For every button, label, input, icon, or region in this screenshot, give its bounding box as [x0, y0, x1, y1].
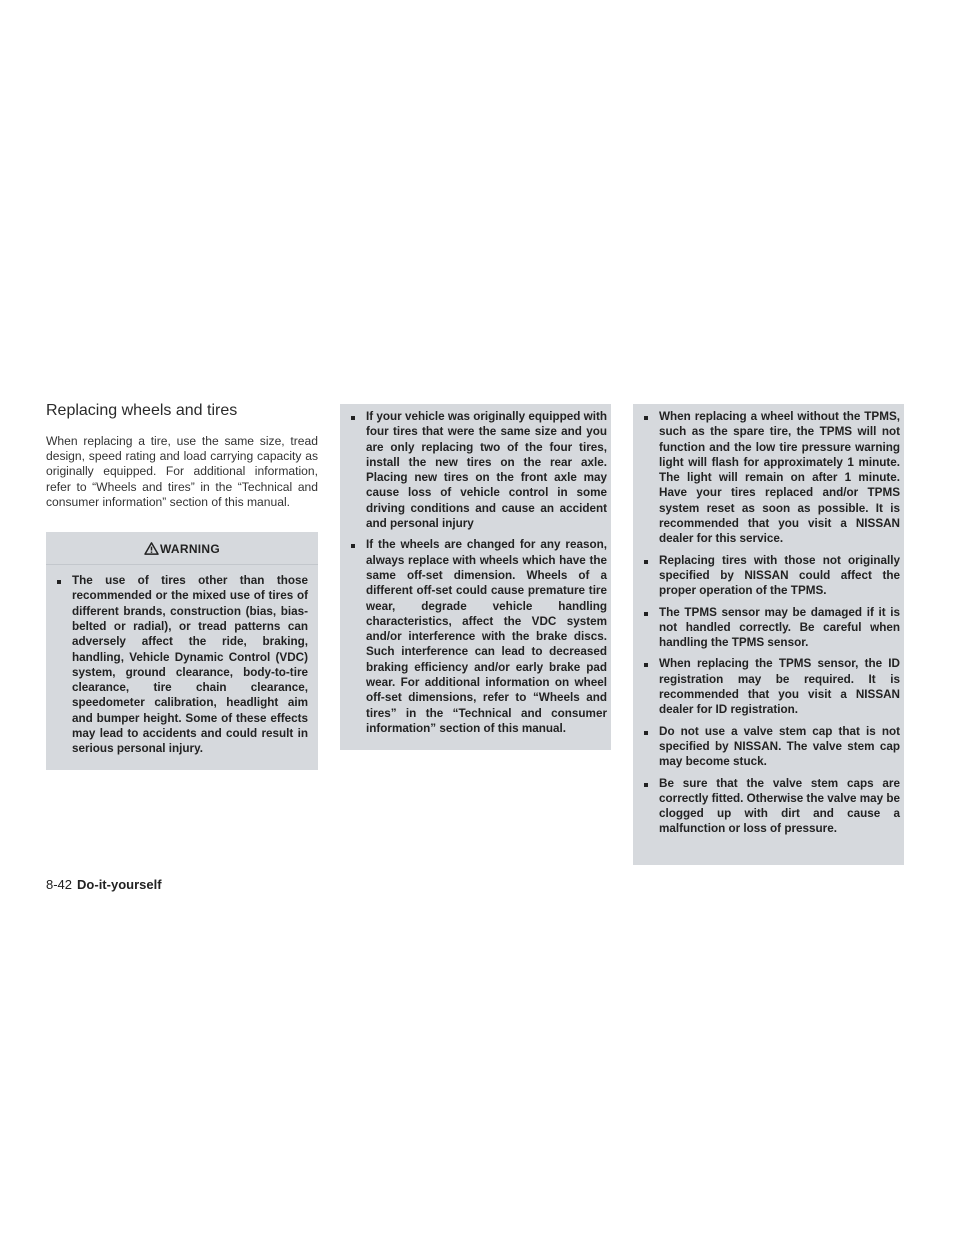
warning-item: When replacing the TPMS sensor, the ID registration may be required. It is recommended that you visit a NISSAN dealer for ID registration.: [643, 656, 900, 717]
warning-list-3: [643, 409, 900, 837]
column-3: [633, 404, 904, 865]
warning-item: The use of tires other than those recommended or the mixed use of tires of different brands, construction (bias, bias-belted or radial), or tread patterns can adversely affect the ride, braking, handling, Vehicle Dynamic Control (VDC) system, ground clearance, body-to-tire clearance, tire chain clearance, speedometer calibration, headlight aim and bumper height. Some of these effects may lead to accidents and could result in serious personal injury.: [56, 573, 308, 757]
column-1: [46, 400, 318, 770]
section-title: Replacing wheels and tires: [46, 402, 238, 419]
intro-paragraph: When replacing a tire, use the same size, tread design, speed rating and load carrying capacity as originally equipped. For additional information, refer to “Wheels and tires” in the “Technical and consumer information” section of this manual.: [46, 434, 318, 509]
warning-item: When replacing a wheel without the TPMS, such as the spare tire, the TPMS will not function and the low tire pressure warning light will flash for approximately 1 minute. The light will remain on after 1 minute. Have your tires replaced and/or TPMS system reset as soon as possible. It is recommended that you visit a NISSAN dealer for this service.: [643, 409, 900, 547]
page-footer: [46, 877, 162, 892]
warning-item: Be sure that the valve stem caps are correctly fitted. Otherwise the valve may be clogged up with dirt and cause a malfunction or loss of pressure.: [643, 776, 900, 837]
column-2: [340, 404, 611, 750]
warning-list-1: [56, 573, 308, 757]
warning-item: The TPMS sensor may be damaged if it is not handled correctly. Be careful when handling the TPMS sensor.: [643, 605, 900, 651]
section-name: Do-it-yourself: [77, 877, 162, 892]
warning-list-2: [350, 409, 607, 736]
warning-label: WARNING: [159, 542, 221, 557]
warning-box-3: [633, 404, 904, 865]
warning-item: Replacing tires with those not originally specified by NISSAN could affect the proper operation of the TPMS.: [643, 553, 900, 599]
warning-header: [46, 540, 318, 565]
warning-item: If the wheels are changed for any reason, always replace with wheels which have the same off-set dimension. Wheels of a different off-set could cause premature tire wear, degrade vehicle handling characteristics, affect the VDC system and/or interference with the brake discs. Such interference can lead to decreased braking efficiency and/or early brake pad wear. For additional information on wheel off-set dimensions, refer to “Wheels and tires” in the “Technical and consumer information” section of this manual.: [350, 537, 607, 736]
page-number: 8-42: [46, 877, 73, 892]
warning-triangle-icon: [144, 542, 159, 555]
warning-box-2: [340, 404, 611, 750]
warning-box-1: [46, 532, 318, 770]
warning-item: Do not use a valve stem cap that is not specified by NISSAN. The valve stem cap may become stuck.: [643, 724, 900, 770]
warning-item: If your vehicle was originally equipped with four tires that were the same size and you are only replacing two of the four tires, install the new tires on the rear axle. Placing new tires on the front axle may cause loss of vehicle control in some driving conditions and cause an accident and personal injury: [350, 409, 607, 531]
